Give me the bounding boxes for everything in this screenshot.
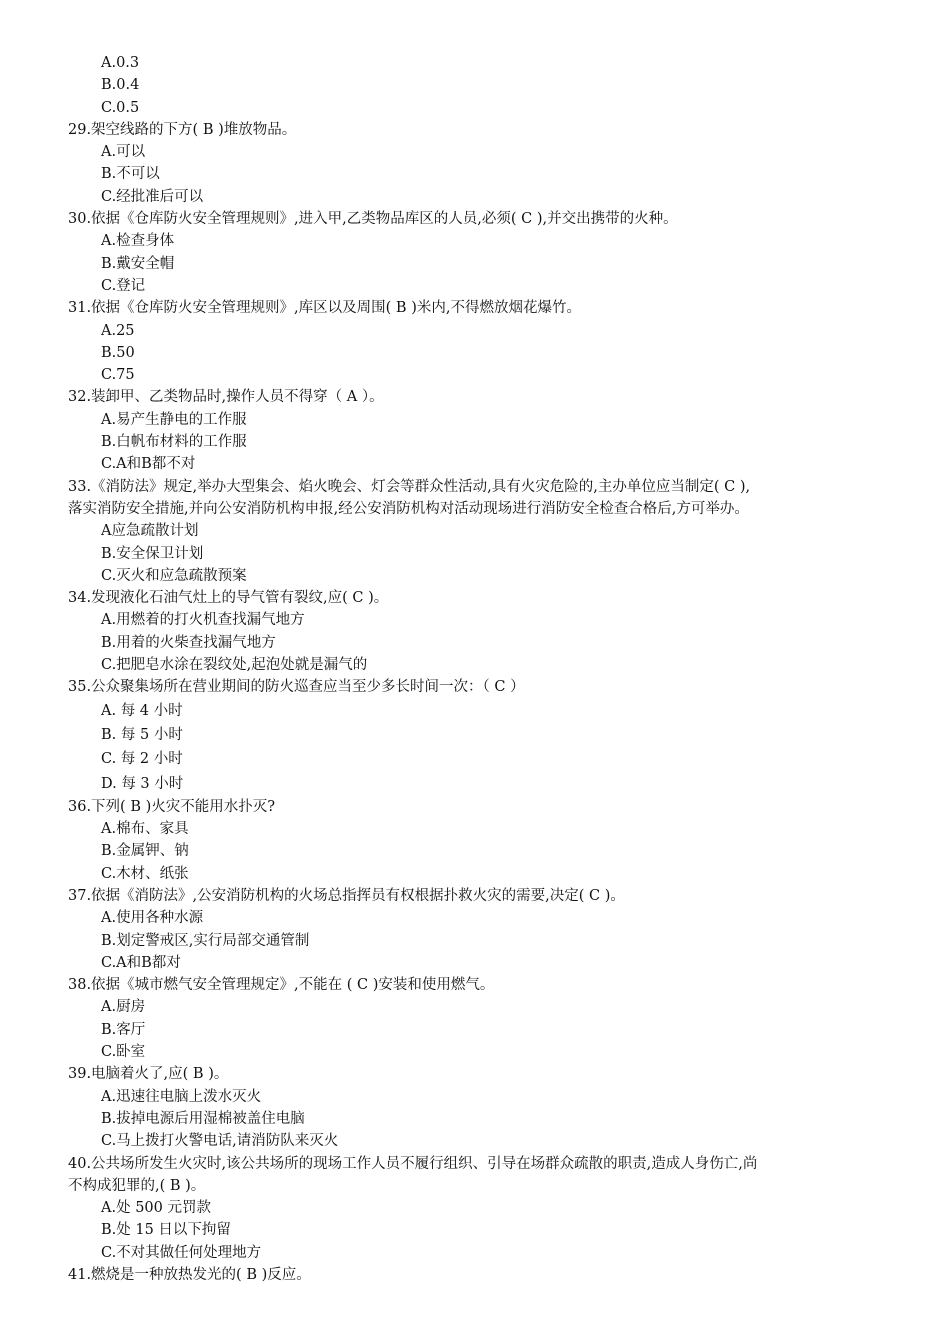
answer-option: A.0.3 <box>101 55 140 71</box>
answer-option: B.划定警戒区,实行局部交通管制 <box>101 932 310 949</box>
answer-option: A.25 <box>101 322 135 339</box>
answer-option: C.不对其做任何处理地方 <box>101 1244 262 1261</box>
answer-option: B.用着的火柴查找漏气地方 <box>101 634 276 651</box>
answer-option: B.戴安全帽 <box>101 255 175 272</box>
answer-option: B.安全保卫计划 <box>101 545 204 562</box>
answer-option: A.厨房 <box>101 999 146 1016</box>
question-text: 39.电脑着火了,应( B )。 <box>68 1066 229 1083</box>
question-text: 30.依据《仓库防火安全管理规则》,进入甲,乙类物品库区的人员,必须( C ),并交出携带的火种。 <box>68 211 678 228</box>
question-text: 37.依据《消防法》,公安消防机构的火场总指挥员有权根据扑救火灾的需要,决定( C )。 <box>68 887 625 904</box>
answer-option: A.处 500 元罚款 <box>101 1200 211 1217</box>
answer-option: C.把肥皂水涂在裂纹处,起泡处就是漏气的 <box>101 657 368 674</box>
question-text: 38.依据《城市燃气安全管理规定》,不能在 ( C )安装和使用燃气。 <box>68 977 495 994</box>
question-list <box>68 52 890 1286</box>
answer-option: C. 每 2 小时 <box>101 751 183 768</box>
answer-option: C.灭火和应急疏散预案 <box>101 567 247 584</box>
answer-option: C.0.5 <box>101 99 140 116</box>
question-text: 29.架空线路的下方( B )堆放物品。 <box>68 121 297 138</box>
answer-option: B.金属钾、钠 <box>101 843 189 860</box>
question-text: 31.依据《仓库防火安全管理规则》,库区以及周围( B )米内,不得燃放烟花爆竹。 <box>68 300 581 317</box>
answer-option: C.75 <box>101 367 135 384</box>
answer-option: A.迅速往电脑上泼水灭火 <box>101 1088 262 1105</box>
answer-option: B.不可以 <box>101 166 160 183</box>
answer-option: A. 每 4 小时 <box>101 702 183 719</box>
question-text: 不构成犯罪的,( B )。 <box>68 1177 206 1194</box>
answer-option: C.木材、纸张 <box>101 865 189 882</box>
answer-option: C.马上拨打火警电话,请消防队来灭火 <box>101 1133 339 1150</box>
answer-option: A.用燃着的打火机查找漏气地方 <box>101 612 305 629</box>
answer-option: A.易产生静电的工作服 <box>101 411 247 428</box>
answer-option: A.使用各种水源 <box>101 910 204 927</box>
answer-option: A.可以 <box>101 144 146 161</box>
question-text: 32.装卸甲、乙类物品时,操作人员不得穿（ A ）。 <box>68 389 384 406</box>
answer-option: A应急疏散计划 <box>101 523 199 540</box>
answer-option: A.检查身体 <box>101 233 175 250</box>
answer-option: C.A和B都对 <box>101 954 181 971</box>
question-text: 35.公众聚集场所在营业期间的防火巡查应当至少多长时间一次：（ C ） <box>68 679 525 696</box>
answer-option: D. 每 3 小时 <box>101 775 184 792</box>
question-text: 34.发现液化石油气灶上的导气管有裂纹,应( C )。 <box>68 590 389 607</box>
question-text: 36.下列( B )火灾不能用水扑灭? <box>68 798 276 815</box>
question-text: 33.《消防法》规定,举办大型集会、焰火晚会、灯会等群众性活动,具有火灾危险的,主办单位应当制定( C ), <box>68 478 751 495</box>
answer-option: B.拔掉电源后用湿棉被盖住电脑 <box>101 1110 305 1127</box>
answer-option: B.客厅 <box>101 1021 146 1038</box>
answer-option: C.经批准后可以 <box>101 188 204 205</box>
answer-option: B. 每 5 小时 <box>101 726 183 743</box>
question-text: 41.燃烧是一种放热发光的( B )反应。 <box>68 1267 311 1284</box>
answer-option: C.登记 <box>101 277 146 294</box>
answer-option: C.A和B都不对 <box>101 456 196 473</box>
question-text: 40.公共场所发生火灾时,该公共场所的现场工作人员不履行组织、引导在场群众疏散的职责,造成人身伤亡,尚 <box>68 1155 758 1172</box>
question-text: 落实消防安全措施,并向公安消防机构申报,经公安消防机构对活动现场进行消防安全检查合格后,方可举办。 <box>68 500 749 517</box>
answer-option: B.处 15 日以下拘留 <box>101 1222 231 1239</box>
answer-option: A.棉布、家具 <box>101 821 189 838</box>
answer-option: B.白帆布材料的工作服 <box>101 434 247 451</box>
answer-option: B.0.4 <box>101 77 140 94</box>
answer-option: C.卧室 <box>101 1044 146 1061</box>
answer-option: B.50 <box>101 344 135 361</box>
